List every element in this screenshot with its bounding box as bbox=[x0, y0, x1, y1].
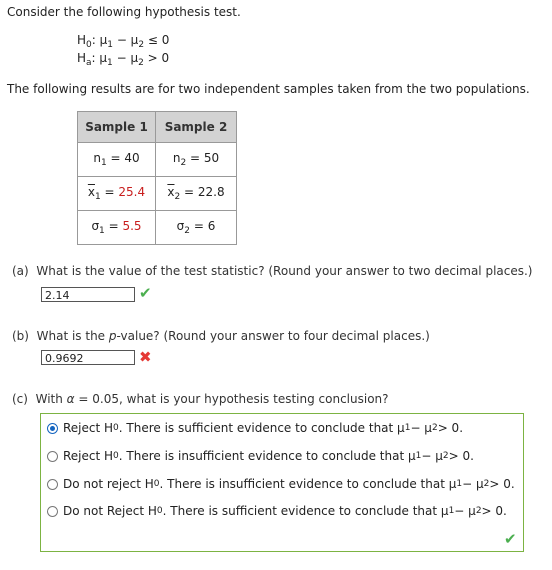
n2-cell: $n_2 = 50$ bbox=[156, 143, 237, 177]
answer-a-input[interactable]: 2.14 bbox=[41, 287, 135, 302]
radio-selected[interactable] bbox=[47, 423, 58, 434]
radio-unselected[interactable] bbox=[47, 506, 58, 517]
choice-not-reject-sufficient[interactable]: Do not Reject H 0 . There is sufficient evidence to conclude that μ 1 − μ 2 > 0. bbox=[47, 503, 507, 519]
answer-b-input[interactable]: 0.9692 bbox=[41, 350, 135, 365]
radio-unselected[interactable] bbox=[47, 479, 58, 490]
question-a: (a) What is the value of the test statistic? (Round your answer to two decimal places.) bbox=[12, 264, 533, 278]
check-icon: ✔ bbox=[504, 530, 517, 548]
check-icon: ✔ bbox=[139, 284, 152, 302]
samples-table bbox=[77, 111, 237, 245]
header-sample-1: Sample 1 bbox=[78, 112, 156, 143]
question-c: (c) With α = 0.05, what is your hypothesis testing conclusion? bbox=[12, 392, 389, 406]
table-row bbox=[78, 211, 237, 245]
sigma1-cell: $\sigma_1 = 5.5$ bbox=[78, 211, 156, 245]
radio-unselected[interactable] bbox=[47, 451, 58, 462]
x2-cell: $\overline{x}_2 = 22.8$ bbox=[156, 177, 237, 211]
header-sample-2: Sample 2 bbox=[156, 112, 237, 143]
null-hypothesis: $H_0$: $\mu_1 - \mu_2 \le 0$ bbox=[77, 33, 170, 50]
question-b: (b) What is the p-value? (Round your answer to four decimal places.) bbox=[12, 329, 430, 343]
intro-text: Consider the following hypothesis test. bbox=[7, 5, 241, 19]
table-row bbox=[78, 177, 237, 211]
cross-icon: ✖ bbox=[139, 348, 152, 366]
results-text: The following results are for two independent samples taken from the two populations. bbox=[7, 82, 530, 96]
n1-cell: $n_1 = 40$ bbox=[78, 143, 156, 177]
x1-cell: $\overline{x}_1 = 25.4$ bbox=[78, 177, 156, 211]
choice-reject-insufficient[interactable]: Reject H 0 . There is insufficient evidence to conclude that μ 1 − μ 2 > 0. bbox=[47, 448, 474, 464]
choice-not-reject-insufficient[interactable]: Do not reject H 0 . There is insufficient evidence to conclude that μ 1 − μ 2 > 0. bbox=[47, 476, 515, 492]
alternative-hypothesis: $H_a$: $\mu_1 - \mu_2 > 0$ bbox=[77, 51, 170, 68]
table-row bbox=[78, 143, 237, 177]
choice-reject-sufficient[interactable]: Reject H 0 . There is sufficient evidence to conclude that μ 1 − μ 2 > 0. bbox=[47, 420, 463, 436]
sigma2-cell: $\sigma_2 = 6$ bbox=[156, 211, 237, 245]
